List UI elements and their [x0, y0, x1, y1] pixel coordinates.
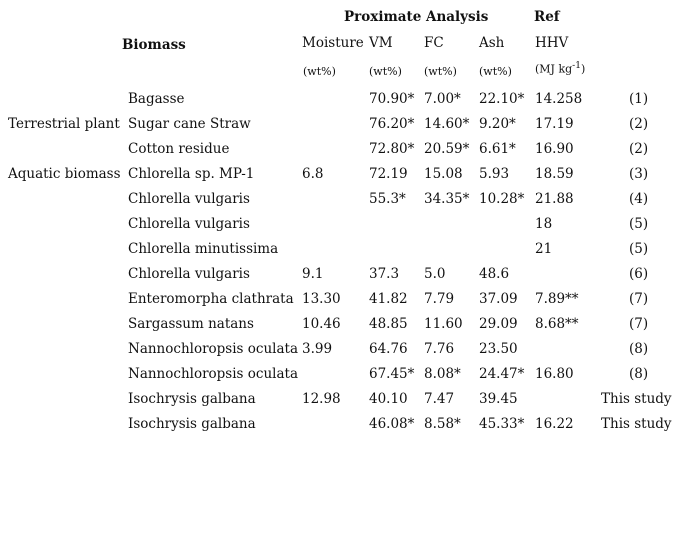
category-terrestrial: Terrestrial plant: [8, 116, 120, 132]
cell-hhv: 21: [535, 241, 553, 257]
cell-ref: (8): [629, 341, 649, 357]
cell-ash: 37.09: [479, 291, 518, 307]
cell-vm: 72.80*: [369, 141, 415, 157]
cell-hhv: 16.22: [535, 416, 574, 432]
cell-ash: 6.61*: [479, 141, 516, 157]
cell-vm: 41.82: [369, 291, 408, 307]
cell-ash: 23.50: [479, 341, 518, 357]
cell-vm: 40.10: [369, 391, 408, 407]
cell-ref: (4): [629, 191, 649, 207]
cell-hhv: 18.59: [535, 166, 574, 182]
cell-name: Chlorella minutissima: [128, 241, 279, 257]
cell-hhv: 8.68**: [535, 316, 579, 332]
cell-ash: 29.09: [479, 316, 518, 332]
cell-ref: (5): [629, 216, 649, 232]
cell-name: Sugar cane Straw: [128, 116, 251, 132]
cell-moisture: 6.8: [302, 166, 324, 182]
cell-fc: 34.35*: [424, 191, 470, 207]
cell-vm: 46.08*: [369, 416, 415, 432]
cell-name: Chlorella vulgaris: [128, 216, 250, 232]
ref-header: Ref: [534, 9, 560, 25]
cell-ref: (2): [629, 116, 649, 132]
cell-name: Enteromorpha clathrata: [128, 291, 294, 307]
cell-name: Bagasse: [128, 91, 185, 107]
cell-vm: 76.20*: [369, 116, 415, 132]
cell-fc: 7.76: [424, 341, 455, 357]
cell-ref: (1): [629, 91, 649, 107]
cell-ref: (8): [629, 366, 649, 382]
cell-ref: (6): [629, 266, 649, 282]
cell-fc: 7.79: [424, 291, 455, 307]
hhv-header: HHV: [535, 35, 569, 51]
cell-ash: 24.47*: [479, 366, 525, 382]
cell-hhv: 14.258: [535, 91, 583, 107]
cell-vm: 70.90*: [369, 91, 415, 107]
cell-hhv: 7.89**: [535, 291, 579, 307]
cell-fc: 8.08*: [424, 366, 461, 382]
cell-ref: (7): [629, 316, 649, 332]
cell-name: Sargassum natans: [128, 316, 254, 332]
cell-ash: 9.20*: [479, 116, 516, 132]
vm-unit: (wt%): [369, 65, 402, 78]
ash-header: Ash: [479, 35, 505, 51]
cell-hhv: 16.80: [535, 366, 574, 382]
hhv-unit: (MJ $kg^{-1}$): [535, 61, 586, 76]
cell-ash: 39.45: [479, 391, 518, 407]
cell-fc: 11.60: [424, 316, 463, 332]
cell-name: Isochrysis galbana: [128, 416, 256, 432]
cell-ash: 22.10*: [479, 91, 525, 107]
cell-ash: 45.33*: [479, 416, 525, 432]
cell-vm: 64.76: [369, 341, 408, 357]
cell-ref: This study: [601, 416, 672, 432]
cell-ref: (2): [629, 141, 649, 157]
cell-hhv: 17.19: [535, 116, 574, 132]
cell-hhv: 21.88: [535, 191, 574, 207]
cell-moisture: 13.30: [302, 291, 341, 307]
cell-ash: 48.6: [479, 266, 510, 282]
cell-vm: 37.3: [369, 266, 400, 282]
cell-vm: 55.3*: [369, 191, 406, 207]
moisture-header: Moisture: [302, 35, 364, 51]
cell-fc: 14.60*: [424, 116, 470, 132]
cell-fc: 7.47: [424, 391, 455, 407]
cell-name: Nannochloropsis oculata: [128, 341, 298, 357]
cell-ref: (5): [629, 241, 649, 257]
cell-hhv: 18: [535, 216, 553, 232]
cell-name: Isochrysis galbana: [128, 391, 256, 407]
cell-name: Nannochloropsis oculata: [128, 366, 298, 382]
cell-fc: 5.0: [424, 266, 446, 282]
fc-unit: (wt%): [424, 65, 457, 78]
cell-moisture: 10.46: [302, 316, 341, 332]
cell-name: Chlorella sp. MP-1: [128, 166, 255, 182]
cell-moisture: 9.1: [302, 266, 324, 282]
cell-name: Chlorella vulgaris: [128, 266, 250, 282]
cell-ref: This study: [601, 391, 672, 407]
cell-vm: 67.45*: [369, 366, 415, 382]
cell-ash: 10.28*: [479, 191, 525, 207]
cell-ref: (3): [629, 166, 649, 182]
cell-moisture: 3.99: [302, 341, 333, 357]
cell-ref: (7): [629, 291, 649, 307]
category-aquatic: Aquatic biomass: [8, 166, 121, 182]
cell-hhv: 16.90: [535, 141, 574, 157]
cell-name: Cotton residue: [128, 141, 230, 157]
cell-fc: 7.00*: [424, 91, 461, 107]
moisture-unit: (wt%): [303, 65, 336, 78]
vm-header: VM: [369, 35, 393, 51]
biomass-header: Biomass: [122, 37, 186, 53]
cell-fc: 8.58*: [424, 416, 461, 432]
cell-ash: 5.93: [479, 166, 510, 182]
cell-moisture: 12.98: [302, 391, 341, 407]
ash-unit: (wt%): [479, 65, 512, 78]
proximate-analysis-header: Proximate Analysis: [344, 9, 489, 25]
fc-header: FC: [424, 35, 444, 51]
cell-vm: 72.19: [369, 166, 408, 182]
cell-name: Chlorella vulgaris: [128, 191, 250, 207]
cell-vm: 48.85: [369, 316, 408, 332]
cell-fc: 15.08: [424, 166, 463, 182]
cell-fc: 20.59*: [424, 141, 470, 157]
